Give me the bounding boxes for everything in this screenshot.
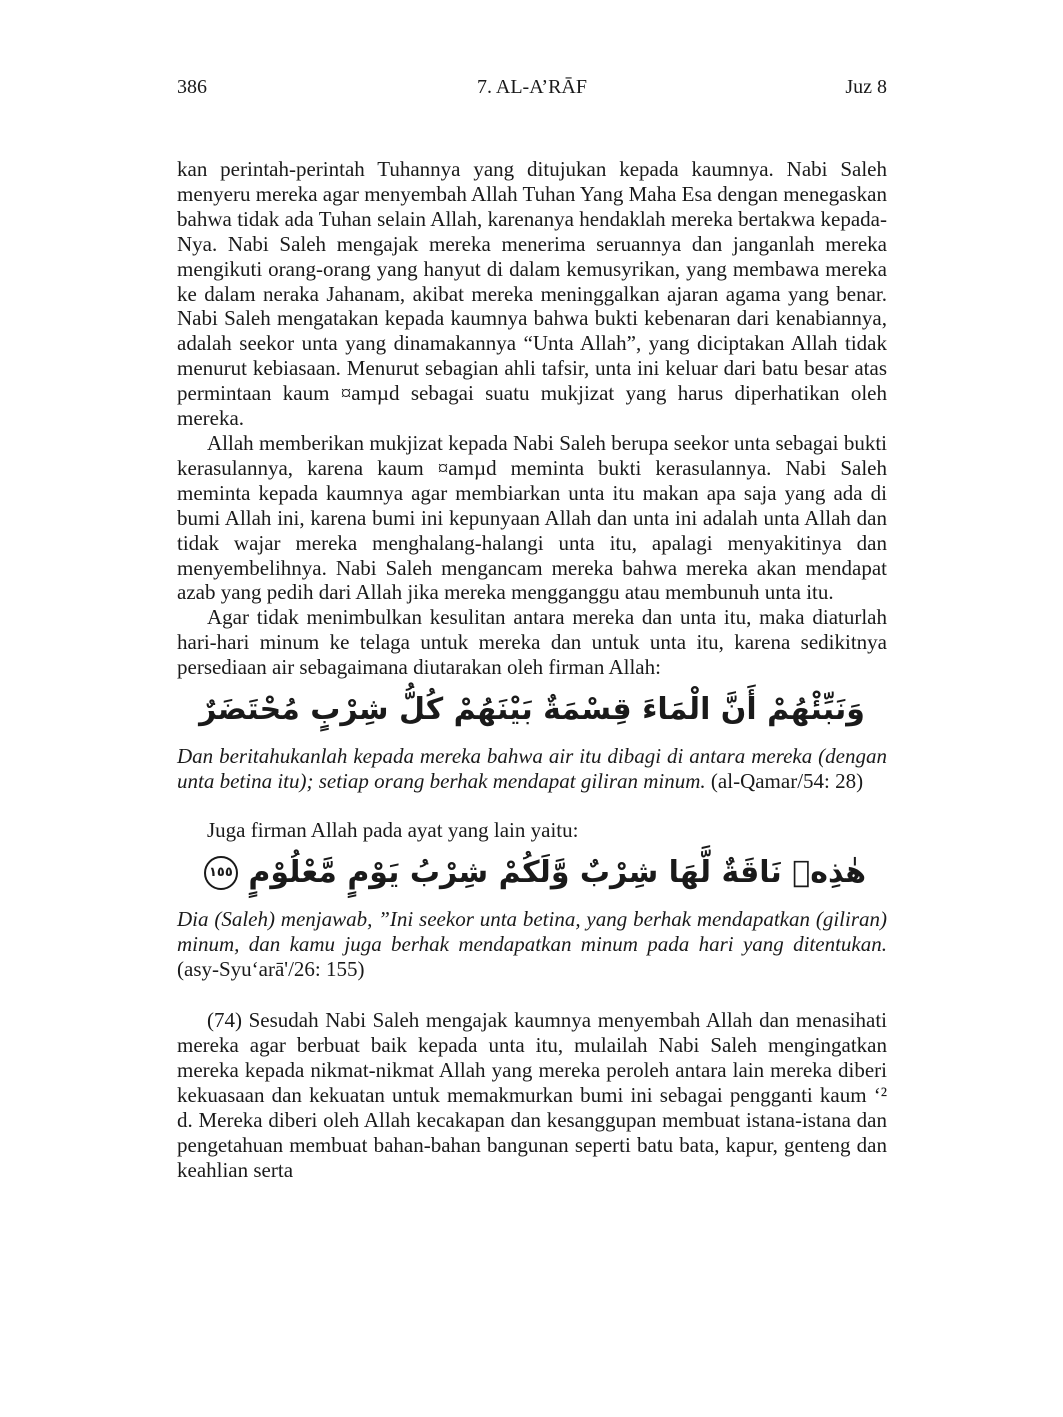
ayah-number-badge: ١٥٥ bbox=[204, 856, 238, 890]
page-number: 386 bbox=[177, 76, 207, 98]
arabic-verse-1 bbox=[177, 690, 887, 730]
arabic-verse-2-text: هٰذِهٖ نَاقَةٌ لَّهَا شِرْبٌ وَّلَكُمْ شِرْبُ يَوْمٍ مَّعْلُوْمٍ bbox=[248, 854, 867, 890]
verse-1-translation: Dan beritahukanlah kepada mereka bahwa air itu dibagi di antara mereka (dengan unta betina itu); setiap orang berhak mendapat giliran minum. bbox=[177, 744, 887, 793]
paragraph-1: kan perintah-perintah Tuhannya yang ditujukan kepada kaumnya. Nabi Saleh menyeru mereka agar menyembah Allah Tuhan Yang Maha Esa dengan menegaskan bahwa tidak ada Tuhan selain Allah, karenanya hendaklah mereka bertakwa kepada-Nya. Nabi Saleh mengajak mereka menerima seruannya dan janganlah mereka mengikuti orang-orang yang hanyut di dalam kemusyrikan, yang membawa mereka ke dalam neraka Jahanam, akibat mereka meninggalkan ajaran agama yang benar. Nabi Saleh mengatakan kepada kaumnya bahwa bukti kebenaran dari kenabiannya, adalah seekor unta yang dinamakannya “Unta Allah”, yang diciptakan Allah tidak menurut kebiasaan. Menurut sebagian ahli tafsir, unta ini keluar dari batu besar atas permintaan kaum ¤amµd sebagai suatu mukjizat yang harus diperhatikan oleh mereka. bbox=[177, 157, 887, 431]
juz-label: Juz 8 bbox=[845, 76, 887, 98]
paragraph-3: Agar tidak menimbulkan kesulitan antara mereka dan unta itu, maka diaturlah hari-hari minum ke telaga untuk mereka dan untuk unta itu, karena sedikitnya persediaan air sebagaimana diutarakan oleh firman Allah: bbox=[177, 605, 887, 680]
paragraph-2: Allah memberikan mukjizat kepada Nabi Saleh berupa seekor unta sebagai bukti kerasulannya, karena kaum ¤amµd meminta bukti kerasulannya. Nabi Saleh meminta kepada kaumnya agar membiarkan unta itu makan apa saja yang ada di bumi Allah ini, karena bumi ini kepunyaan Allah dan unta ini adalah unta Allah dan tidak wajar mereka menghalang-halangi unta itu, apalagi menyakitinya dan menyembelihnya. Nabi Saleh mengancam mereka bahwa mereka akan mendapat azab yang pedih dari Allah jika mereka mengganggu atau membunuh unta itu. bbox=[177, 430, 887, 605]
paragraph-5: (74) Sesudah Nabi Saleh mengajak kaumnya menyembah Allah dan menasihati mereka agar berbuat baik kepada unta itu, mulailah Nabi Saleh mengingatkan mereka kepada nikmat-nikmat Allah yang mereka peroleh antara lain mereka diberi kekuasaan dan kekuatan untuk memakmurkan bumi ini sebagai pengganti kaum ‘² d. Mereka diberi oleh Allah kecakapan dan kesanggupan membuat istana-istana dan pengetahuan membuat bahan-bahan bangunan seperti batu bata, kapur, genteng dan keahlian serta bbox=[177, 1008, 887, 1182]
arabic-verse-2 bbox=[177, 853, 887, 893]
verse-2-translation-block bbox=[177, 907, 887, 982]
verse-2-reference: (asy-Syu‘arā'/26: 155) bbox=[177, 956, 365, 981]
verse-2-translation: Dia (Saleh) menjawab, ”Ini seekor unta betina, yang berhak mendapatkan (giliran) minum, dan kamu juga berhak mendapatkan minum pada hari yang ditentukan. bbox=[177, 906, 887, 956]
page-header bbox=[177, 76, 887, 104]
paragraph-4: Juga firman Allah pada ayat yang lain yaitu: bbox=[207, 817, 579, 842]
page-body bbox=[177, 157, 887, 1183]
verse-1-reference: (al-Qamar/54: 28) bbox=[710, 768, 864, 793]
verse-1-translation-block bbox=[177, 744, 887, 794]
chapter-title: 7. AL-A’RĀF bbox=[476, 76, 587, 98]
arabic-verse-1-text: وَنَبِّئْهُمْ أَنَّ الْمَاءَ قِسْمَةٌ بَيْنَهُمْ كُلُّ شِرْبٍ مُحْتَضَرٌ bbox=[199, 692, 865, 728]
